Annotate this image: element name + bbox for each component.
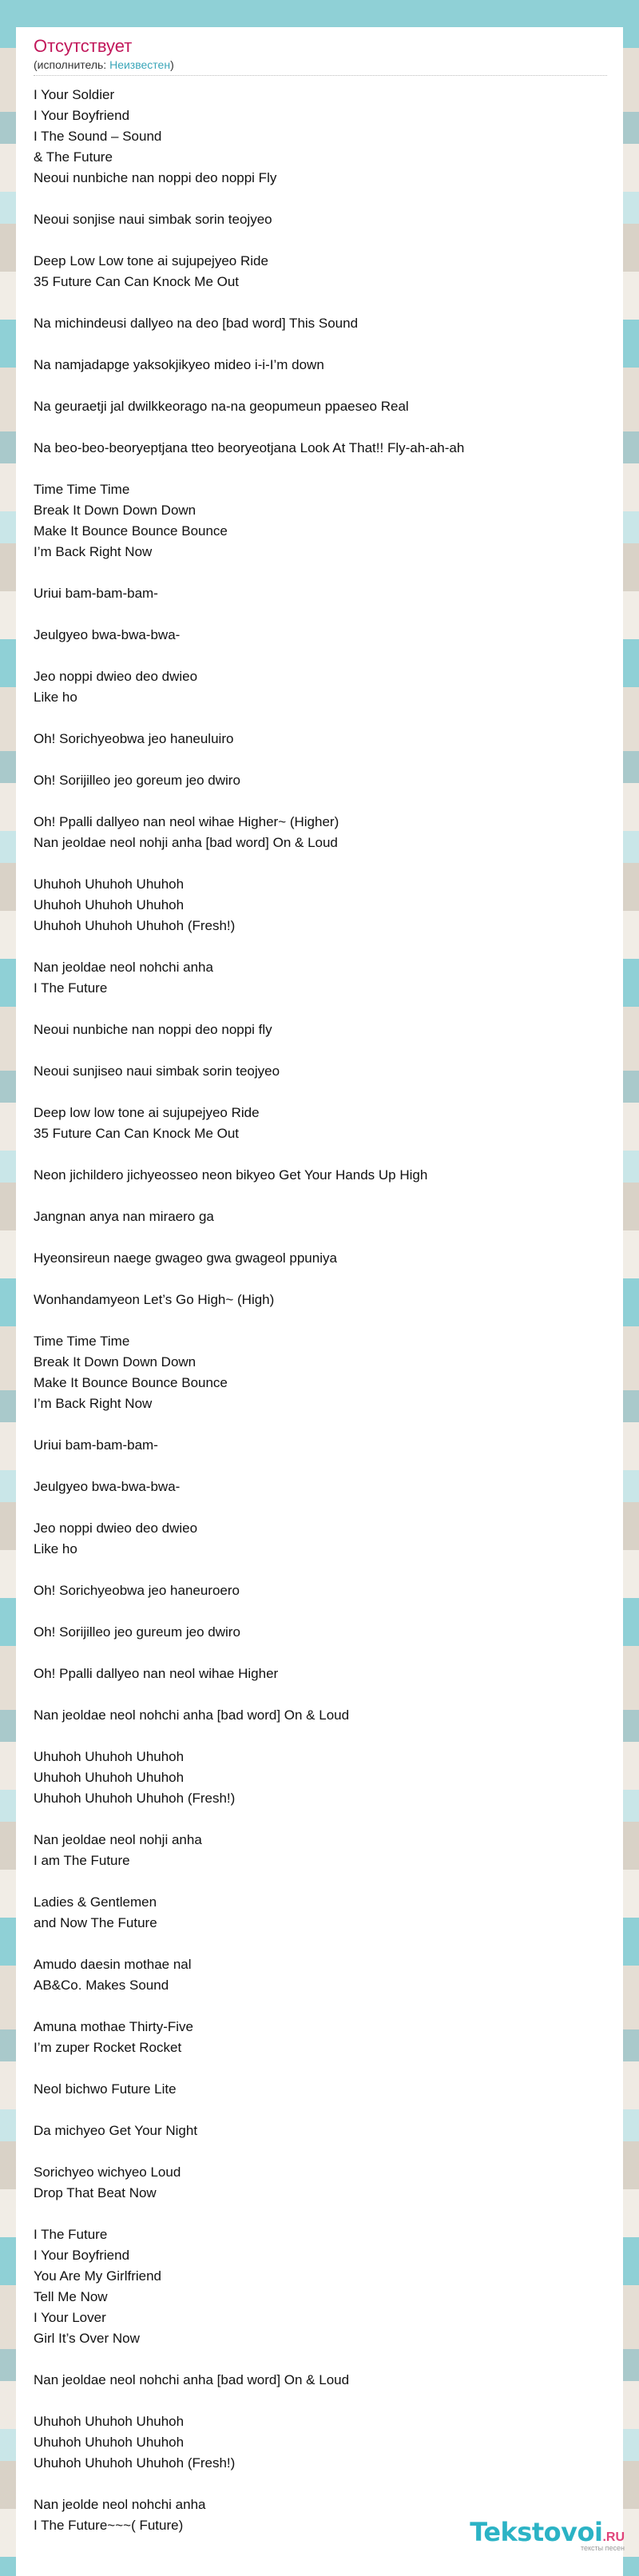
lyric-line: Neol bichwo Future Lite: [34, 2081, 177, 2097]
lyric-line: Oh! Sorijilleo jeo goreum jeo dwiro: [34, 773, 240, 788]
lyric-line: Jangnan anya nan miraero ga: [34, 1209, 214, 1224]
lyric-line: Neon jichildero jichyeosseo neon bikyeo Get Your Hands Up High: [34, 1167, 428, 1183]
lyric-gap: [34, 417, 607, 438]
lyric-gap: [34, 376, 607, 396]
lyric-gap: [34, 1414, 607, 1435]
lyric-line: & The Future: [34, 149, 113, 165]
lyric-gap: [34, 1934, 607, 1954]
lyric-line: Time Time Time: [34, 482, 130, 497]
lyric-line: Time Time Time: [34, 1334, 130, 1349]
lyric-line: Nan jeoldae neol nohji anha [bad word] On & Loud: [34, 835, 338, 850]
lyric-gap: [34, 1082, 607, 1103]
lyric-gap: [34, 334, 607, 355]
logo-tld: .RU: [602, 2530, 625, 2544]
lyric-line: I Your Soldier: [34, 87, 115, 102]
lyric-line: Da michyeo Get Your Night: [34, 2123, 198, 2138]
lyric-gap: [34, 791, 607, 812]
lyric-line: You Are My Girlfriend: [34, 2268, 161, 2284]
subtitle-suffix: ): [170, 58, 174, 71]
lyric-gap: [34, 2204, 607, 2224]
lyric-line: Na beo-beo-beoryeptjana tteo beoryeotjana Look At That!! Fly-ah-ah-ah: [34, 440, 465, 455]
lyric-line: Jeo noppi dwieo deo dwieo: [34, 1521, 198, 1536]
lyric-gap: [34, 1601, 607, 1622]
lyric-line: Na michindeusi dallyeo na deo [bad word] This Sound: [34, 316, 359, 331]
lyric-gap: [34, 1040, 607, 1061]
lyric-line: Drop That Beat Now: [34, 2185, 157, 2200]
site-logo[interactable]: [470, 2517, 625, 2552]
song-header: [34, 35, 174, 72]
lyric-line: Oh! Ppalli dallyeo nan neol wihae Higher~ (Higher): [34, 814, 339, 829]
lyric-gap: [34, 1497, 607, 1518]
lyric-gap: [34, 230, 607, 251]
lyric-line: Amudo daesin mothae nal: [34, 1957, 192, 1972]
lyric-line: Amuna mothae Thirty-Five: [34, 2019, 193, 2034]
lyric-gap: [34, 853, 607, 874]
lyric-gap: [34, 2474, 607, 2495]
lyric-gap: [34, 1310, 607, 1331]
lyric-line: Nan jeoldae neol nohchi anha: [34, 960, 213, 975]
lyric-gap: [34, 1186, 607, 1207]
lyric-gap: [34, 2141, 607, 2162]
lyric-line: I The Sound – Sound: [34, 129, 162, 144]
lyric-gap: [34, 1726, 607, 1747]
lyric-line: Uhuhoh Uhuhoh Uhuhoh: [34, 877, 185, 892]
song-title: Отсутствует: [34, 36, 133, 56]
lyric-gap: [34, 459, 607, 479]
logo-name: Tekstovoi: [470, 2517, 603, 2547]
lyric-line: Uhuhoh Uhuhoh Uhuhoh (Fresh!): [34, 918, 236, 933]
lyric-line: Uhuhoh Uhuhoh Uhuhoh: [34, 1770, 185, 1785]
lyric-line: Deep Low Low tone ai sujupejyeo Ride: [34, 253, 268, 268]
lyric-line: 35 Future Can Can Knock Me Out: [34, 1126, 240, 1141]
lyric-line: Hyeonsireun naege gwageo gwa gwageol ppuniya: [34, 1250, 337, 1266]
lyric-line: Nan jeoldae neol nohji anha: [34, 1832, 202, 1847]
lyric-gap: [34, 292, 607, 313]
lyric-gap: [34, 563, 607, 583]
lyric-line: I Your Boyfriend: [34, 108, 130, 123]
lyric-line: Jeulgyeo bwa-bwa-bwa-: [34, 627, 181, 642]
lyric-line: Jeo noppi dwieo deo dwieo: [34, 669, 198, 684]
lyric-gap: [34, 2058, 607, 2079]
lyric-line: Neoui nunbiche nan noppi deo noppi fly: [34, 1022, 272, 1037]
lyric-gap: [34, 1871, 607, 1892]
lyric-gap: [34, 1809, 607, 1830]
lyric-line: Tell Me Now: [34, 2289, 108, 2304]
lyric-line: Neoui nunbiche nan noppi deo noppi Fly: [34, 170, 277, 185]
lyric-line: Uhuhoh Uhuhoh Uhuhoh: [34, 2414, 185, 2429]
lyric-gap: [34, 189, 607, 209]
lyric-line: Uhuhoh Uhuhoh Uhuhoh: [34, 2435, 185, 2450]
lyric-line: Oh! Ppalli dallyeo nan neol wihae Higher: [34, 1666, 279, 1681]
lyric-line: I Your Lover: [34, 2310, 106, 2325]
header-divider: [34, 75, 607, 76]
lyric-gap: [34, 936, 607, 957]
lyric-line: Uhuhoh Uhuhoh Uhuhoh: [34, 897, 185, 912]
lyric-line: Oh! Sorichyeobwa jeo haneuluiro: [34, 731, 234, 746]
lyric-gap: [34, 749, 607, 770]
lyric-line: Uriui bam-bam-bam-: [34, 1437, 158, 1453]
lyric-line: Uriui bam-bam-bam-: [34, 586, 158, 601]
lyric-gap: [34, 646, 607, 666]
lyric-line: I The Future~~~( Future): [34, 2518, 184, 2533]
lyrics-body: [34, 85, 607, 2536]
song-subtitle: [34, 58, 174, 72]
lyric-line: Uhuhoh Uhuhoh Uhuhoh (Fresh!): [34, 2455, 236, 2471]
lyric-line: I The Future: [34, 980, 108, 996]
lyric-line: Ladies & Gentlemen: [34, 1894, 157, 1910]
lyric-line: Na namjadapge yaksokjikyeo mideo i-i-I’m down: [34, 357, 324, 372]
subtitle-prefix: (исполнитель:: [34, 58, 110, 71]
lyric-gap: [34, 708, 607, 729]
lyric-line: Make It Bounce Bounce Bounce: [34, 523, 228, 539]
lyric-line: I’m Back Right Now: [34, 544, 153, 559]
lyric-line: Break It Down Down Down: [34, 503, 196, 518]
lyric-gap: [34, 1996, 607, 2017]
lyric-line: Nan jeolde neol nohchi anha: [34, 2497, 206, 2512]
lyric-line: Deep low low tone ai sujupejyeo Ride: [34, 1105, 260, 1120]
lyric-gap: [34, 999, 607, 1020]
lyric-line: Neoui sunjiseo naui simbak sorin teojyeo: [34, 1063, 280, 1079]
lyric-line: Oh! Sorijilleo jeo gureum jeo dwiro: [34, 1624, 240, 1640]
lyric-line: I’m Back Right Now: [34, 1396, 153, 1411]
logo-tagline: тексты песен: [580, 2544, 625, 2552]
lyric-line: Uhuhoh Uhuhoh Uhuhoh: [34, 1749, 185, 1764]
lyric-line: Break It Down Down Down: [34, 1354, 196, 1369]
lyric-gap: [34, 2349, 607, 2370]
lyric-gap: [34, 2100, 607, 2121]
lyric-gap: [34, 1684, 607, 1705]
lyric-line: I The Future: [34, 2227, 108, 2242]
lyric-line: I Your Boyfriend: [34, 2248, 130, 2263]
lyric-line: and Now The Future: [34, 1915, 157, 1930]
lyric-line: Uhuhoh Uhuhoh Uhuhoh (Fresh!): [34, 1791, 236, 1806]
lyric-gap: [34, 2391, 607, 2411]
lyric-line: Girl It’s Over Now: [34, 2331, 140, 2346]
lyric-line: Jeulgyeo bwa-bwa-bwa-: [34, 1479, 181, 1494]
lyric-line: Na geuraetji jal dwilkkeorago na-na geopumeun ppaeseo Real: [34, 399, 409, 414]
lyric-line: Nan jeoldae neol nohchi anha [bad word] On & Loud: [34, 2372, 350, 2387]
lyric-line: I am The Future: [34, 1853, 130, 1868]
lyric-gap: [34, 1456, 607, 1477]
lyric-line: Wonhandamyeon Let’s Go High~ (High): [34, 1292, 275, 1307]
lyric-line: Like ho: [34, 690, 77, 705]
lyric-line: Neoui sonjise naui simbak sorin teojyeo: [34, 212, 272, 227]
lyric-line: Nan jeoldae neol nohchi anha [bad word] On & Loud: [34, 1707, 350, 1723]
lyric-line: 35 Future Can Can Knock Me Out: [34, 274, 240, 289]
lyric-line: Sorichyeo wichyeo Loud: [34, 2165, 181, 2180]
lyric-gap: [34, 1643, 607, 1664]
lyric-gap: [34, 604, 607, 625]
lyric-gap: [34, 1269, 607, 1290]
lyric-line: AB&Co. Makes Sound: [34, 1978, 169, 1993]
lyric-line: I’m zuper Rocket Rocket: [34, 2040, 182, 2055]
lyric-gap: [34, 1227, 607, 1248]
lyric-line: Like ho: [34, 1541, 77, 1556]
lyric-gap: [34, 1144, 607, 1165]
artist-link[interactable]: Неизвестен: [109, 58, 171, 71]
lyric-line: Oh! Sorichyeobwa jeo haneuroero: [34, 1583, 240, 1598]
lyric-gap: [34, 1560, 607, 1580]
lyric-line: Make It Bounce Bounce Bounce: [34, 1375, 228, 1390]
